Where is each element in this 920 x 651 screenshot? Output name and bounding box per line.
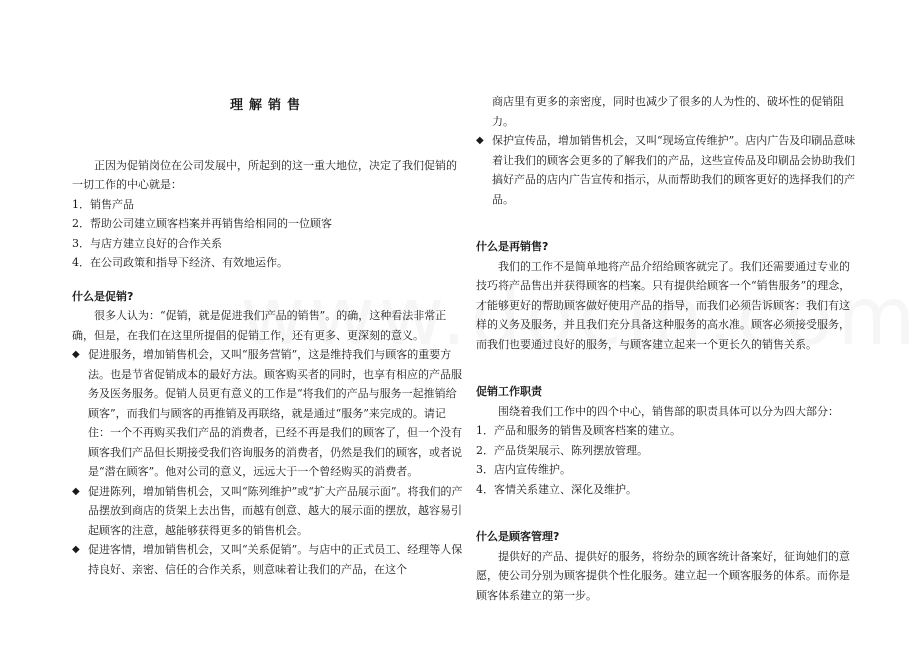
duty-item: 1．产品和服务的销售及顾客档案的建立。 [476,424,681,437]
customer-heading: 什么是顾客管理? [476,530,560,543]
center-item: 4．在公司政策和指导下经济、有效地运作。 [72,256,288,269]
diamond-bullet-icon: ◆ [72,485,80,497]
center-item: 3．与店方建立良好的合作关系 [72,236,222,250]
diamond-bullet-icon: ◆ [72,544,80,555]
bullet-text: 保护宣传品，增加销售机会，又叫“现场宣传维护”。店内广告及印刷品意味着让我们的顾客会更多的了解我们的产品，这些宣传品及印刷品会协助我们搞好产品的店内广告宣传和指示，从而帮助我们的顾客更好的选择我们的产品。 [492,134,856,206]
bullet-relations [72,540,464,579]
continuation-text: 商店里有更多的亲密度，同时也减少了很多的人为性的、破坏性的促销阻力。 [492,95,844,128]
bullet-text: 促进客情，增加销售机会，又叫“关系促销”。与店中的正式员工、经理等人保持良好、亲密、信任的合作关系，则意味着让我们的产品，在这个 [88,543,463,576]
right-column [476,92,860,605]
page-title: 理解销售 [229,98,306,113]
customer-paragraph: 提供好的产品、提供好的服务，将纷杂的顾客统计备案好，征询她们的意愿，使公司分别为顾客提供个性化服务。建立起一个顾客服务的体系。而你是顾客体系建立的第一步。 [476,549,850,602]
diamond-bullet-icon: ◆ [476,135,484,146]
bullet-service [72,345,464,482]
promo-intro: 很多人认为：“促销，就是促进我们产品的销售”。的确，这种看法非常正确，但是，在我们在这里所提倡的促销工作，还有更多、更深刻的意义。 [72,309,447,342]
duty-intro: 围绕着我们工作中的四个中心，销售部的职责具体可以分为四大部分： [498,404,839,418]
bullet-continuation [476,92,860,131]
diamond-bullet-icon: ◆ [72,349,80,360]
promo-heading: 什么是促销? [72,289,134,303]
bullet-display [72,482,464,541]
intro-paragraph: 正因为促销岗位在公司发展中，所起到的这一重大地位，决定了我们促销的一切工作的中心就是： [72,158,457,191]
resale-paragraph: 我们的工作不是简单地将产品介绍给顾客就完了。我们还需要通过专业的技巧将产品售出并获得顾客的档案。只有提供给顾客一个“销售服务”的理念，才能够更好的帮助顾客做好使用产品的指导，而我们必须告诉顾客：我们有这样的义务及服务，并且我们充分具备这种服务的高水准。顾客必须接受服务，而我们也要通过良好的服务，与顾客建立起来一个更长久的销售关系。 [476,259,851,351]
bullet-text: 促进服务，增加销售机会，又叫“服务营销”，这是维持我们与顾客的重要方法。也是节省促销成本的最好方法。顾客购买者的同时，也享有相应的产品服务及医务服务。促销人员更有意义的工作是“将我们的产品与服务一起推销给顾客”，而我们与顾客的再推销及再联络，就是通过“服务”来完成的。请记住：一个不再购买我们产品的消费者，已经不再是我们的顾客了，但一个没有顾客我们产品但长期接受我们咨询服务的消费者，仍然是我们的顾客，或者说是“潜在顾客”。他对公司的意义，远远大于一个曾经购买的消费者。 [88,348,462,478]
left-column [72,92,464,579]
center-item: 2．帮助公司建立顾客档案并再销售给相同的一位顾客 [72,217,332,230]
resale-heading: 什么是再销售? [476,240,549,253]
bullet-materials [476,131,860,209]
bullet-text: 促进陈列，增加销售机会，又叫“陈列维护”或“扩大产品展示面”。将我们的产品摆放到商店的货架上去出售，而越有创意、越大的展示面的摆放，越容易引起顾客的注意，越能够获得更多的销售机会。 [88,484,463,537]
duty-item: 2．产品货架展示、陈列摆放管理。 [476,443,648,457]
center-item: 1．销售产品 [72,197,134,211]
duty-item: 3．店内宣传维护。 [476,463,571,476]
duty-heading: 促销工作职责 [476,385,542,398]
duty-item: 4．客情关系建立、深化及维护。 [476,482,637,496]
